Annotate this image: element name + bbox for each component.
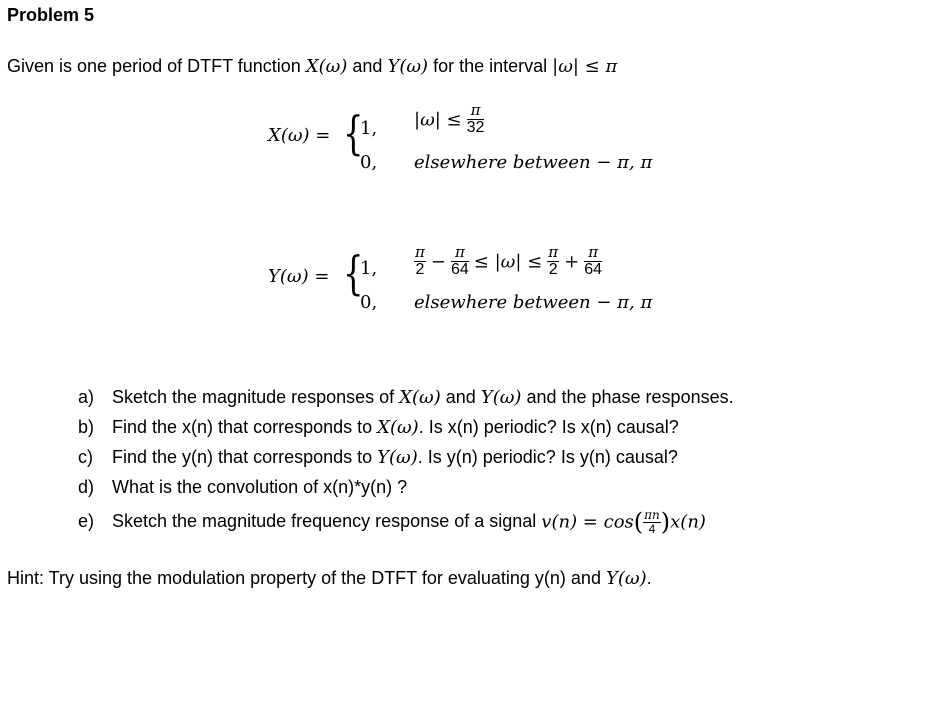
question-b [78, 417, 679, 438]
fraction-numerator: π [548, 243, 559, 261]
equation-x-abs-omega: |ω| ≤ [414, 109, 462, 131]
equation-x-fraction [467, 103, 485, 137]
question-a [78, 387, 734, 408]
equation-y-case1-value: 1, [360, 258, 378, 279]
equation-y-lhs: Y(ω) = [268, 266, 330, 287]
intro-and: and [352, 56, 383, 76]
math-symbol: X(ω) [399, 387, 441, 408]
question-text: and [445, 387, 476, 407]
hint-end: . [646, 568, 652, 588]
question-text: What is the convolution of x(n)*y(n) ? [112, 477, 408, 497]
fraction-numerator: π [467, 103, 485, 120]
question-text: and the phase responses. [526, 387, 734, 407]
math-symbol: Y(ω) [377, 447, 418, 468]
math-symbol: Y(ω) [480, 387, 522, 408]
equation-y-case1-condition [414, 245, 602, 279]
fraction-denominator: 4 [648, 521, 656, 536]
equation-x-case1-value: 1, [360, 118, 378, 139]
question-label: e) [78, 510, 95, 531]
intro-condition: |ω| ≤ π [552, 56, 618, 77]
question-text: . Is y(n) periodic? Is y(n) causal? [417, 447, 678, 467]
equation-y-middle: ≤ |ω| ≤ [473, 251, 543, 273]
intro-sentence [7, 56, 617, 77]
question-text: Find the y(n) that corresponds to [112, 447, 373, 467]
question-label: a) [78, 387, 95, 407]
plus-sign: + [564, 251, 580, 273]
equation-y-fraction-3 [547, 245, 559, 279]
question-e-fraction [643, 509, 661, 535]
right-paren: ) [660, 508, 671, 536]
equation-y-case2-condition: elsewhere between − π, π [414, 292, 653, 313]
intro-text: Given is one period of DTFT function [7, 56, 301, 76]
fraction-denominator: 2 [548, 260, 558, 278]
equation-y-fraction-1 [414, 245, 426, 279]
fraction-numerator: πn [644, 507, 660, 522]
fraction-numerator: π [584, 245, 602, 262]
equation-x-case1-condition [414, 103, 484, 137]
question-e [78, 508, 706, 536]
fraction-denominator: 2 [415, 260, 425, 278]
question-d [78, 477, 407, 498]
fraction-numerator: π [451, 245, 469, 262]
question-text: . Is x(n) periodic? Is x(n) causal? [418, 417, 679, 437]
math-symbol: Y(ω) [605, 568, 647, 589]
fraction-denominator: 64 [450, 260, 469, 278]
math-symbol: X(ω) [377, 417, 419, 438]
intro-y-symbol: Y(ω) [387, 56, 429, 77]
fraction-numerator: π [415, 243, 425, 261]
question-text: Sketch the magnitude frequency response of a signal [112, 510, 537, 531]
equation-y-brace: { [343, 246, 364, 300]
equation-x-case2-condition: elsewhere between − π, π [414, 152, 653, 173]
intro-x-symbol: X(ω) [305, 56, 348, 77]
hint-sentence: Hint: Try using the modulation property of the DTFT for evaluating y(n) and [7, 568, 601, 588]
left-paren: ( [633, 508, 644, 536]
question-text: Find the x(n) that corresponds to [112, 417, 373, 437]
minus-sign: − [430, 251, 446, 273]
equation-x-brace: { [343, 106, 364, 160]
equation-y-fraction-4 [584, 245, 602, 279]
equation-x-case2-value: 0, [360, 152, 378, 173]
question-label: d) [78, 477, 95, 497]
equation-y-case2-value: 0, [360, 292, 378, 313]
math-lhs: v(n) = cos [541, 511, 634, 533]
fraction-denominator: 64 [584, 260, 603, 278]
question-label: b) [78, 417, 95, 437]
fraction-denominator: 32 [466, 118, 485, 136]
equation-x-lhs: X(ω) = [268, 125, 331, 146]
question-text: Sketch the magnitude responses of [112, 387, 395, 407]
hint-text [7, 568, 652, 589]
question-c [78, 447, 678, 468]
question-label: c) [78, 447, 93, 467]
equation-y-fraction-2 [451, 245, 469, 279]
problem-title: Problem 5 [7, 5, 95, 25]
intro-tail: for the interval [433, 56, 548, 76]
math-rhs: x(n) [670, 511, 706, 533]
